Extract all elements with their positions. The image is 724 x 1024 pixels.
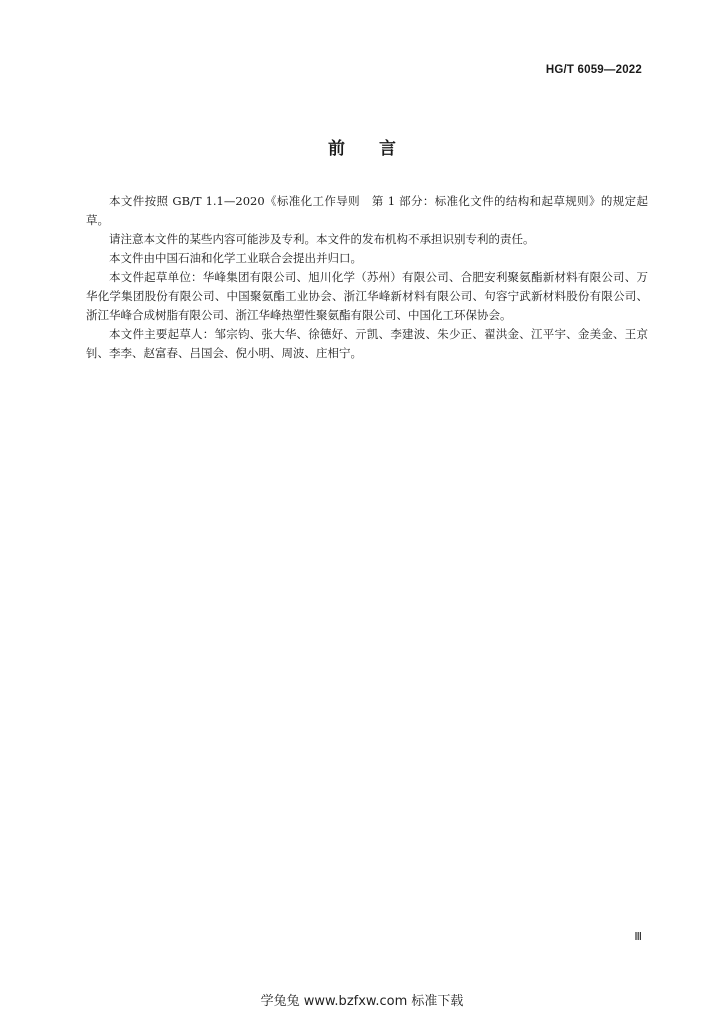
standard-code: HG/T 6059—2022 — [545, 64, 642, 76]
footer-watermark: 学兔兔 www.bzfxw.com 标准下载 — [260, 994, 464, 1009]
paragraph-drafting-rules: 本文件按照 GB/T 1.1—2020《标准化工作导则 第 1 部分：标准化文件的结构和起草规则》的规定起草。 — [86, 194, 648, 227]
page-title: 前言 — [328, 139, 430, 159]
paragraph-proposer: 本文件由中国石油和化学工业联合会提出并归口。 — [109, 251, 362, 265]
paragraph-drafting-units: 本文件起草单位：华峰集团有限公司、旭川化学（苏州）有限公司、合肥安利聚氨酯新材料有限公司、万华化学集团股份有限公司、中国聚氨酯工业协会、浙江华峰新材料有限公司、句容宁武新材料股份有限公司、浙江华峰合成树脂有限公司、浙江华峰热塑性聚氨酯有限公司、中国化工环保协会。 — [86, 270, 648, 322]
document-body — [86, 192, 648, 363]
page-number: Ⅲ — [634, 931, 642, 943]
paragraph-drafters: 本文件主要起草人：邹宗钧、张大华、徐德好、亓凯、李建波、朱少正、翟洪金、江平宇、金美金、王京钊、李李、赵富春、吕国会、倪小明、周波、庄相宁。 — [86, 327, 648, 360]
paragraph-patent-notice: 请注意本文件的某些内容可能涉及专利。本文件的发布机构不承担识别专利的责任。 — [109, 232, 535, 246]
